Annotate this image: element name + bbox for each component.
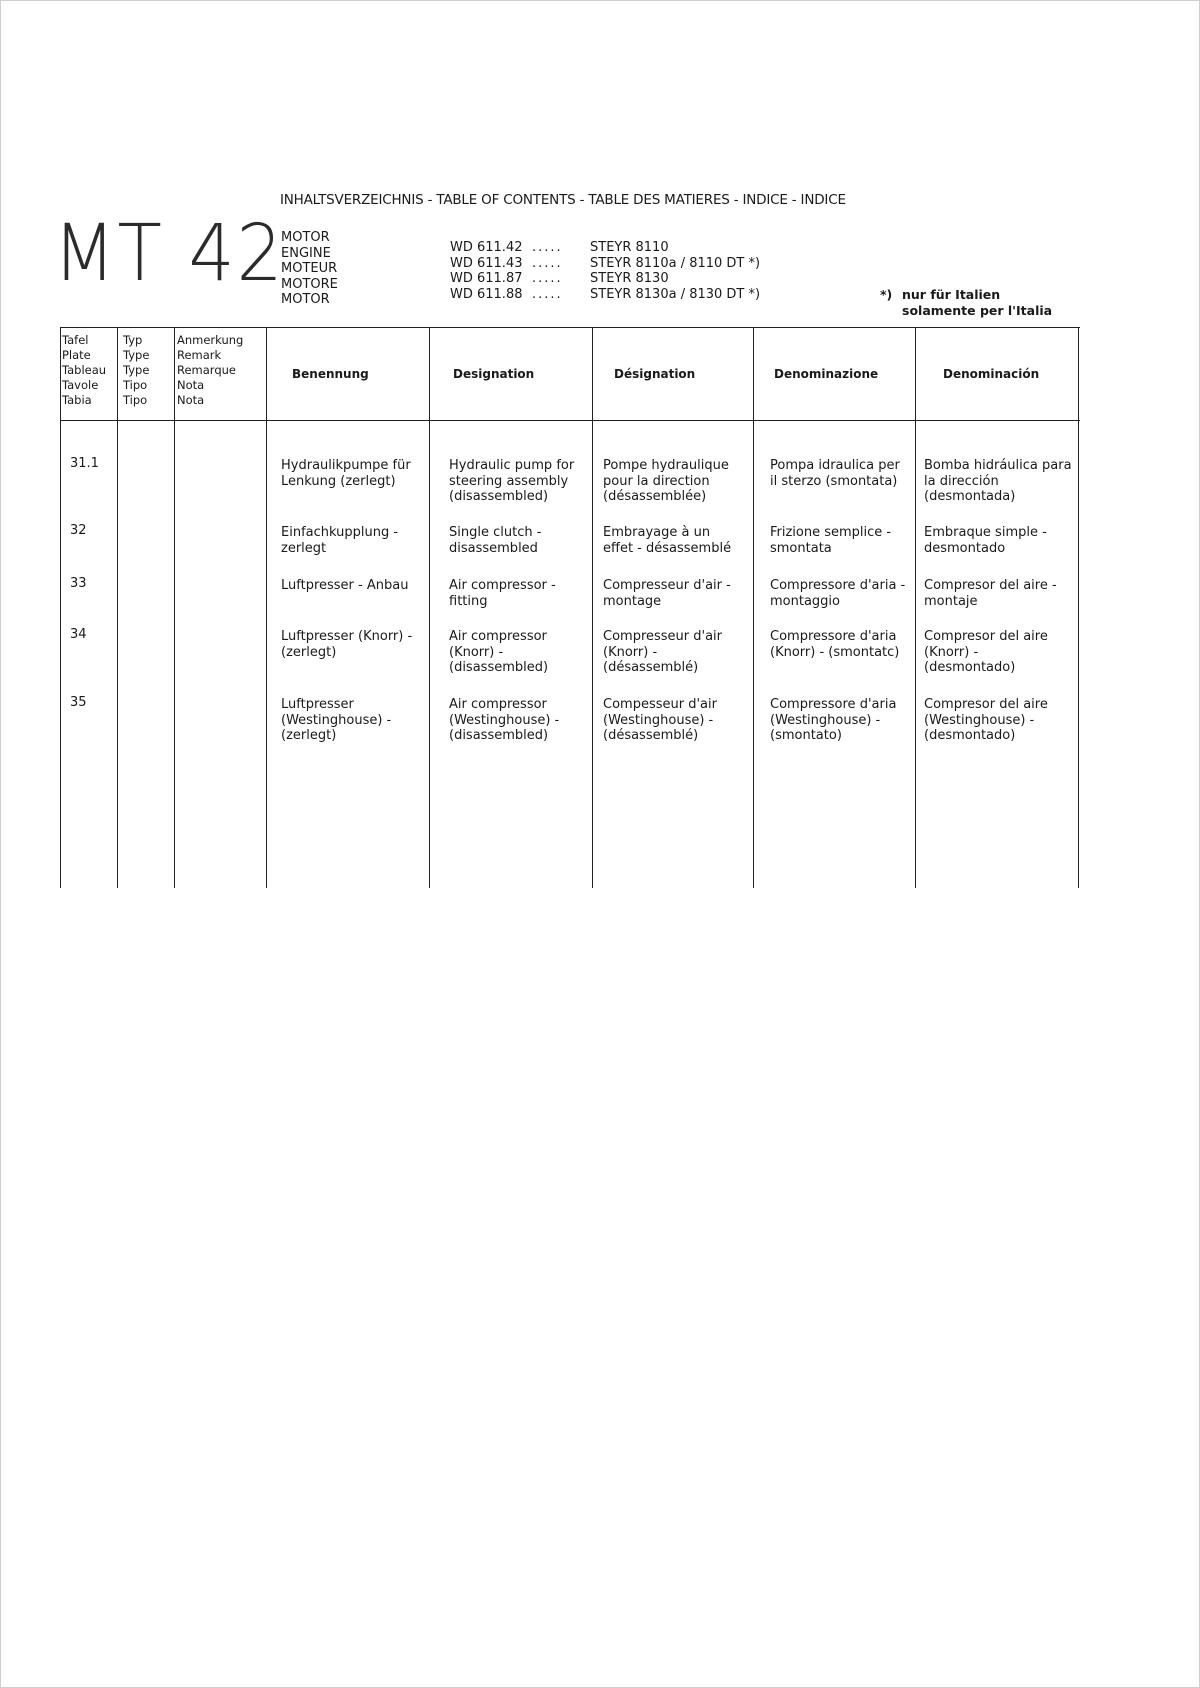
cell-line: Einfachkupplung - — [281, 525, 399, 540]
cell-line: Hydraulic pump for — [449, 458, 575, 473]
motor-label: MOTOR — [281, 292, 330, 307]
cell-line: Embraque simple - — [924, 525, 1047, 540]
cell-line: (désassemblé) — [603, 660, 699, 675]
column-divider — [60, 327, 61, 888]
engine-dots: ..... — [532, 286, 563, 302]
cell-line: Compresseur d'air — [603, 629, 723, 644]
cell-es — [924, 578, 1076, 609]
cell-line: Air compressor - — [449, 578, 556, 593]
cell-de — [281, 697, 426, 744]
cell-line: montaje — [924, 593, 978, 609]
cell-line: Pompa idraulica per — [770, 458, 900, 473]
cell-line: 32 — [70, 523, 87, 538]
engine-dots: ..... — [532, 240, 563, 255]
cell-line: Compesseur d'air — [603, 697, 717, 712]
cell-line: (Westinghouse) - — [924, 712, 1035, 728]
motor-label: MOTEUR — [281, 261, 338, 276]
contents-table — [60, 327, 1080, 888]
cell-it — [770, 697, 913, 744]
cell-line: Embrayage à un — [603, 525, 711, 540]
page-heading: INHALTSVERZEICHNIS - TABLE OF CONTENTS - TABLE DES MATIERES - INDICE - INDICE — [280, 192, 846, 208]
cell-line: (disassembled) — [449, 489, 549, 504]
cell-line: montage — [603, 593, 662, 609]
cell-line: (zerlegt) — [281, 728, 337, 743]
engine-list — [450, 240, 760, 302]
cell-line: montaggio — [770, 593, 840, 609]
cell-en — [449, 525, 589, 556]
cell-line: smontata — [770, 540, 832, 556]
engine-model: STEYR 8130a / 8130 DT *) — [590, 286, 761, 302]
header-designation-fr: Désignation — [614, 366, 696, 381]
footnote-mark: *) — [880, 287, 893, 302]
cell-de — [281, 458, 426, 489]
footnote-line: nur für Italien — [902, 287, 1001, 302]
motor-labels — [281, 230, 338, 308]
cell-line: (desmontado) — [924, 660, 1016, 675]
column-divider — [1078, 327, 1079, 888]
cell-it — [770, 629, 913, 660]
column-divider — [266, 327, 267, 888]
cell-line: Luftpresser — [281, 697, 354, 712]
cell-es — [924, 458, 1076, 505]
cell-it — [770, 458, 913, 489]
cell-line: Compresor del aire - — [924, 578, 1057, 593]
cell-fr — [603, 525, 751, 556]
cell-line: 31.1 — [70, 456, 99, 471]
engine-model: STEYR 8130 — [590, 271, 669, 286]
engine-code: WD 611.87 — [450, 271, 523, 286]
cell-line: la dirección — [924, 473, 999, 489]
cell-line: Bomba hidráulica para — [924, 458, 1072, 473]
cell-line: Air compressor — [449, 697, 547, 712]
cell-line: (Westinghouse) - — [281, 712, 392, 728]
cell-line: (Westinghouse) - — [770, 712, 881, 728]
cell-line: 33 — [70, 576, 87, 591]
column-divider — [592, 327, 593, 888]
cell-line: (desmontado) — [924, 728, 1016, 743]
engine-row — [450, 240, 760, 256]
cell-line: (zerlegt) — [281, 644, 337, 660]
cell-line: (Knorr) - — [603, 644, 658, 660]
cell-line: Air compressor — [449, 629, 547, 644]
cell-line: desmontado — [924, 540, 1006, 556]
engine-row — [450, 287, 760, 303]
cell-line: Compresseur d'air - — [603, 578, 731, 593]
column-divider — [429, 327, 430, 888]
cell-line: Hydraulikpumpe für — [281, 458, 411, 473]
header-typ: Typ Type Type Tipo Tipo — [123, 333, 150, 407]
engine-model: STEYR 8110 — [590, 240, 669, 255]
cell-line: Luftpresser (Knorr) - — [281, 629, 413, 644]
cell-de — [281, 525, 426, 556]
motor-label: MOTORE — [281, 276, 338, 292]
cell-line: Luftpresser - Anbau — [281, 578, 409, 593]
cell-en — [449, 578, 589, 609]
cell-line: Frizione semplice - — [770, 525, 892, 540]
cell-line: zerlegt — [281, 540, 327, 556]
cell-tafel — [70, 695, 115, 711]
engine-row — [450, 256, 760, 272]
header-benennung: Benennung — [292, 366, 369, 381]
cell-tafel — [70, 576, 115, 592]
engine-model: STEYR 8110a / 8110 DT *) — [590, 255, 761, 271]
header-designation-en: Designation — [453, 366, 535, 381]
cell-line: Single clutch - — [449, 525, 542, 540]
engine-code: WD 611.42 — [450, 240, 523, 255]
cell-line: pour la direction — [603, 473, 710, 489]
cell-line: disassembled — [449, 540, 538, 556]
engine-row — [450, 271, 760, 287]
column-divider — [753, 327, 754, 888]
cell-es — [924, 629, 1076, 676]
cell-line: effet - désassemblé — [603, 540, 732, 556]
cell-line: Pompe hydraulique — [603, 458, 729, 473]
cell-line: (Knorr) - — [449, 644, 504, 660]
cell-de — [281, 578, 426, 594]
cell-fr — [603, 629, 751, 676]
cell-line: fitting — [449, 593, 488, 609]
cell-fr — [603, 458, 751, 505]
cell-line: (Knorr) - (smontatc) — [770, 644, 900, 660]
column-divider — [117, 327, 118, 888]
column-divider — [915, 327, 916, 888]
cell-line: (Knorr) - — [924, 644, 979, 660]
cell-line: Compressore d'aria — [770, 697, 897, 712]
cell-line: Compresor del aire — [924, 697, 1048, 712]
footnote-line: solamente per l'Italia — [902, 302, 1053, 318]
cell-line: il sterzo (smontata) — [770, 473, 898, 489]
cell-line: (smontato) — [770, 728, 842, 743]
cell-line: (Westinghouse) - — [449, 712, 560, 728]
cell-line: Compressore d'aria - — [770, 578, 906, 593]
engine-code: WD 611.88 — [450, 286, 523, 302]
header-anmerkung: Anmerkung Remark Remarque Nota Nota — [177, 333, 244, 407]
cell-line: steering assembly — [449, 473, 569, 489]
cell-en — [449, 697, 589, 744]
cell-fr — [603, 578, 751, 609]
cell-es — [924, 697, 1076, 744]
cell-line: (desmontada) — [924, 489, 1016, 504]
motor-label: MOTOR — [281, 230, 330, 245]
header-tafel: Tafel Plate Tableau Tavole Tabia — [62, 333, 107, 407]
cell-line: (désassemblé) — [603, 728, 699, 743]
model-brand: MT 42 — [53, 209, 285, 299]
cell-line: (désassemblée) — [603, 489, 707, 504]
cell-line: 34 — [70, 627, 87, 642]
cell-tafel — [70, 523, 115, 539]
motor-label: ENGINE — [281, 245, 331, 261]
engine-dots: ..... — [532, 271, 563, 286]
cell-it — [770, 578, 913, 609]
cell-it — [770, 525, 913, 556]
cell-line: (disassembled) — [449, 728, 549, 743]
cell-es — [924, 525, 1076, 556]
header-denominazione: Denominazione — [774, 366, 879, 381]
cell-line: Compresor del aire — [924, 629, 1048, 644]
cell-de — [281, 629, 426, 660]
engine-code: WD 611.43 — [450, 255, 523, 271]
footnote — [880, 287, 1052, 318]
cell-line: Compressore d'aria — [770, 629, 897, 644]
column-divider — [174, 327, 175, 888]
header-denominacion: Denominación — [943, 366, 1040, 381]
cell-tafel — [70, 456, 115, 472]
cell-fr — [603, 697, 751, 744]
cell-en — [449, 629, 589, 676]
cell-line: (disassembled) — [449, 660, 549, 675]
cell-line: (Westinghouse) - — [603, 712, 714, 728]
cell-tafel — [70, 627, 115, 643]
cell-line: 35 — [70, 695, 87, 710]
cell-line: Lenkung (zerlegt) — [281, 473, 396, 489]
engine-dots: ..... — [532, 255, 563, 271]
cell-en — [449, 458, 589, 505]
